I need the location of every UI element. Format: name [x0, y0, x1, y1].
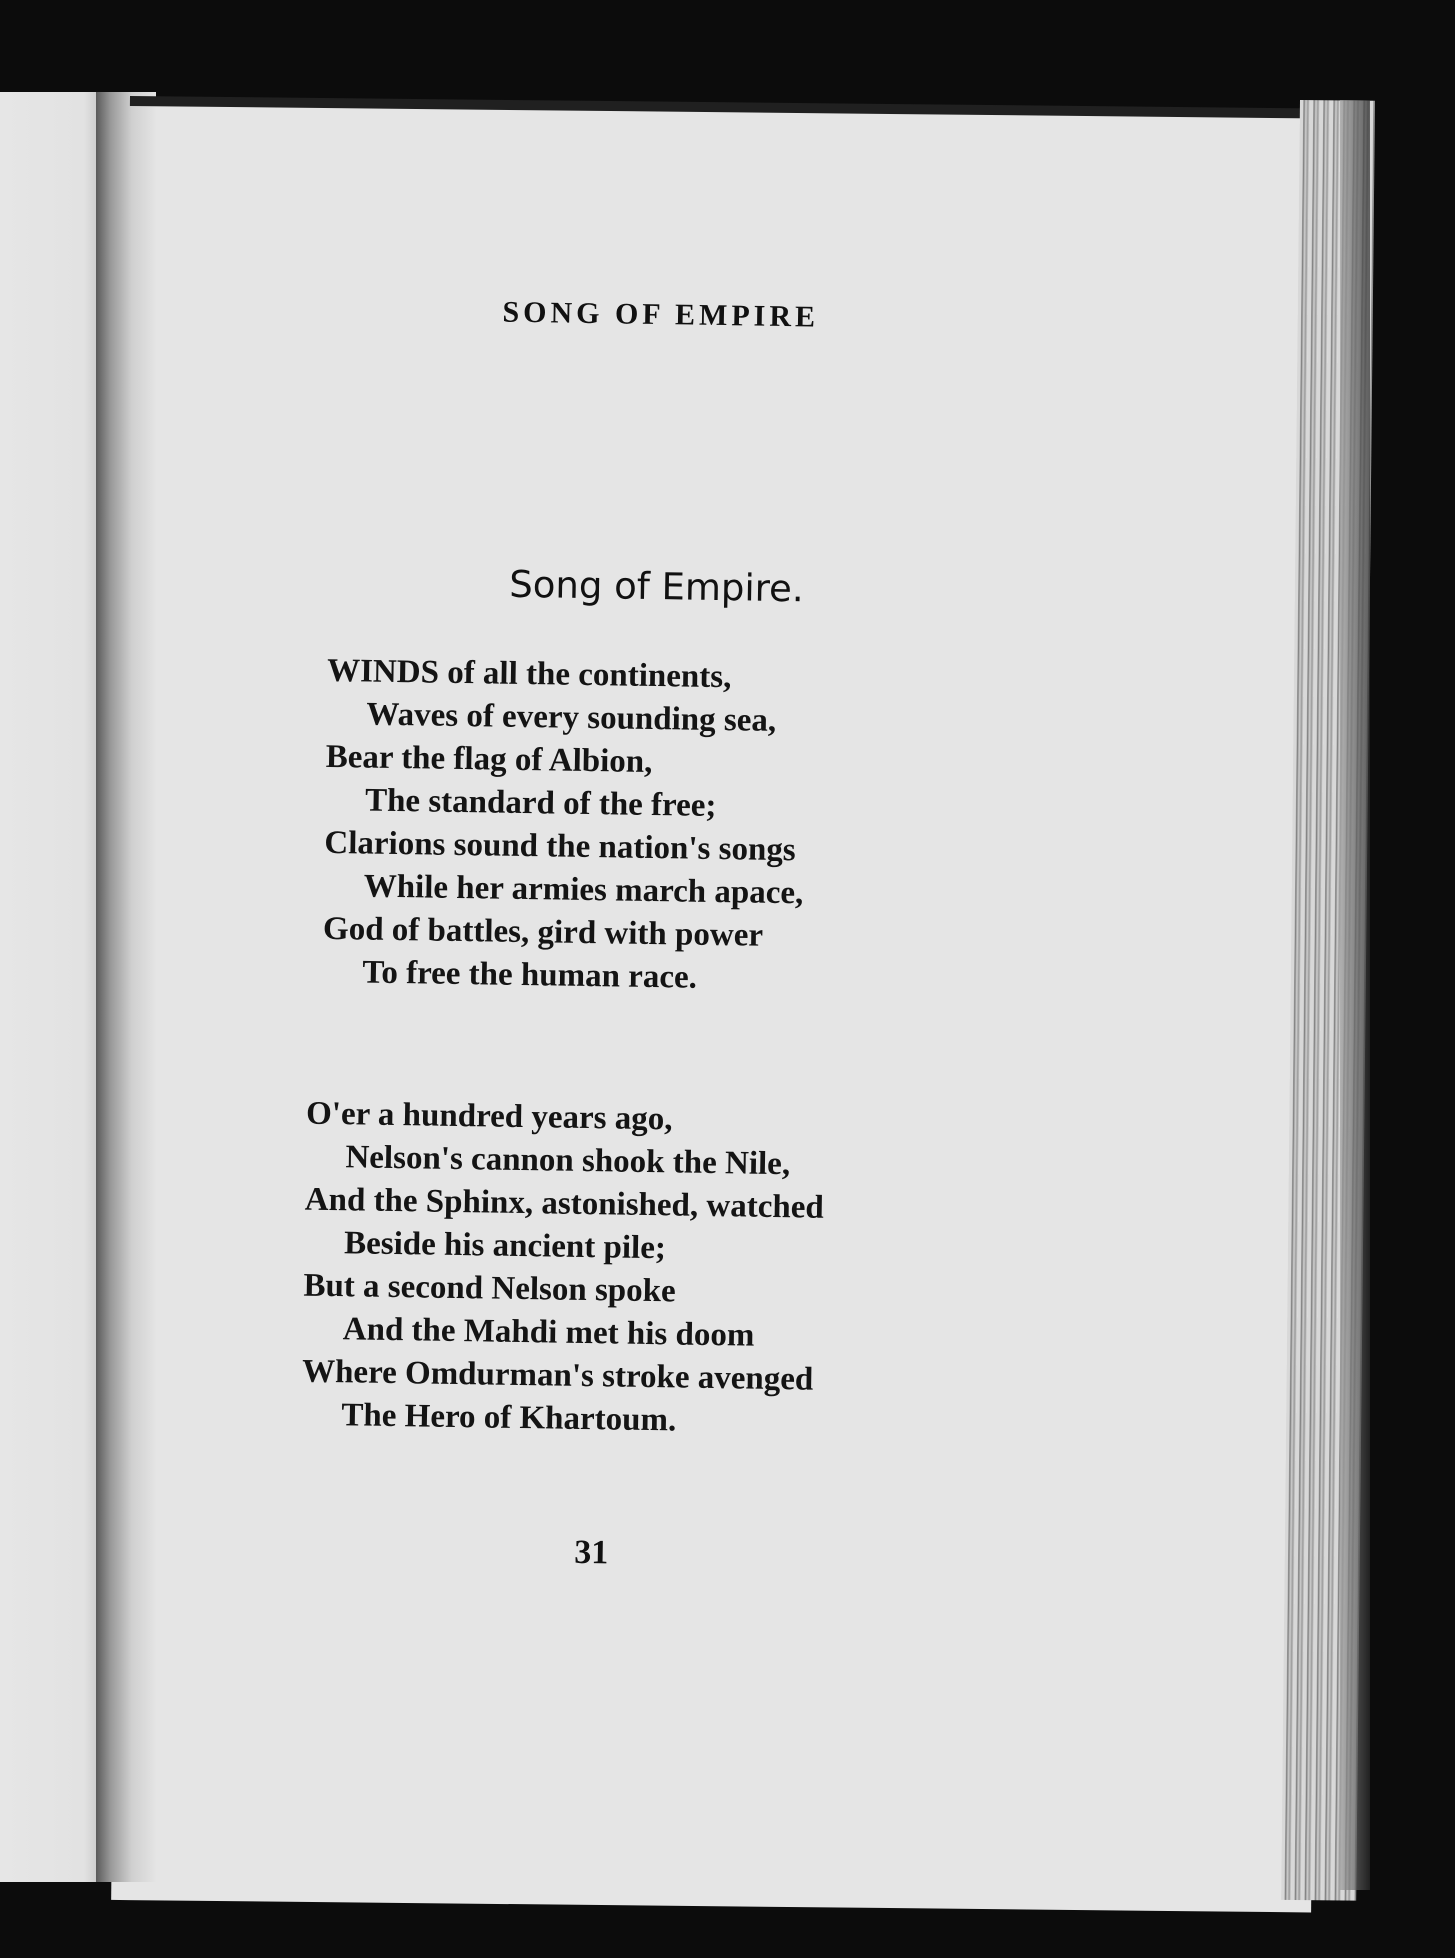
poem-line: Where Omdurman's stroke avenged [301, 1353, 814, 1398]
poem-line: And the Mahdi met his doom [342, 1311, 755, 1354]
poem-line: While her armies march apace, [363, 868, 804, 912]
poem-line: Waves of every sounding sea, [366, 696, 777, 739]
poem-line: Beside his ancient pile; [343, 1225, 667, 1267]
page-number: 31 [574, 1533, 609, 1572]
poem-line: Clarions sound the nation's songs [324, 824, 796, 869]
poem-line: The Hero of Khartoum. [341, 1397, 677, 1439]
poem-line: Nelson's cannon shook the Nile, [345, 1139, 791, 1183]
drop-word-rest: INDS [359, 653, 440, 691]
poem-line: But a second Nelson spoke [303, 1267, 676, 1310]
poem-line: God of battles, gird with power [322, 910, 764, 954]
poem-line [327, 650, 807, 701]
poem-line: To free the human race. [362, 954, 698, 996]
poem-line: O'er a hundred years ago, [305, 1095, 673, 1138]
poem-line: And the Sphinx, astonished, watched [304, 1181, 825, 1226]
poem-line: Bear the flag of Albion, [325, 738, 653, 781]
stanza-1 [322, 650, 807, 1001]
running-head: SONG OF EMPIRE [502, 295, 820, 334]
poem-title: Song of Empire. [508, 562, 804, 611]
poem-line-text: of all the continents, [438, 654, 732, 696]
stanza-2 [301, 1093, 825, 1445]
poem-line: The standard of the free; [364, 782, 717, 825]
drop-word-initial: W [326, 652, 361, 690]
